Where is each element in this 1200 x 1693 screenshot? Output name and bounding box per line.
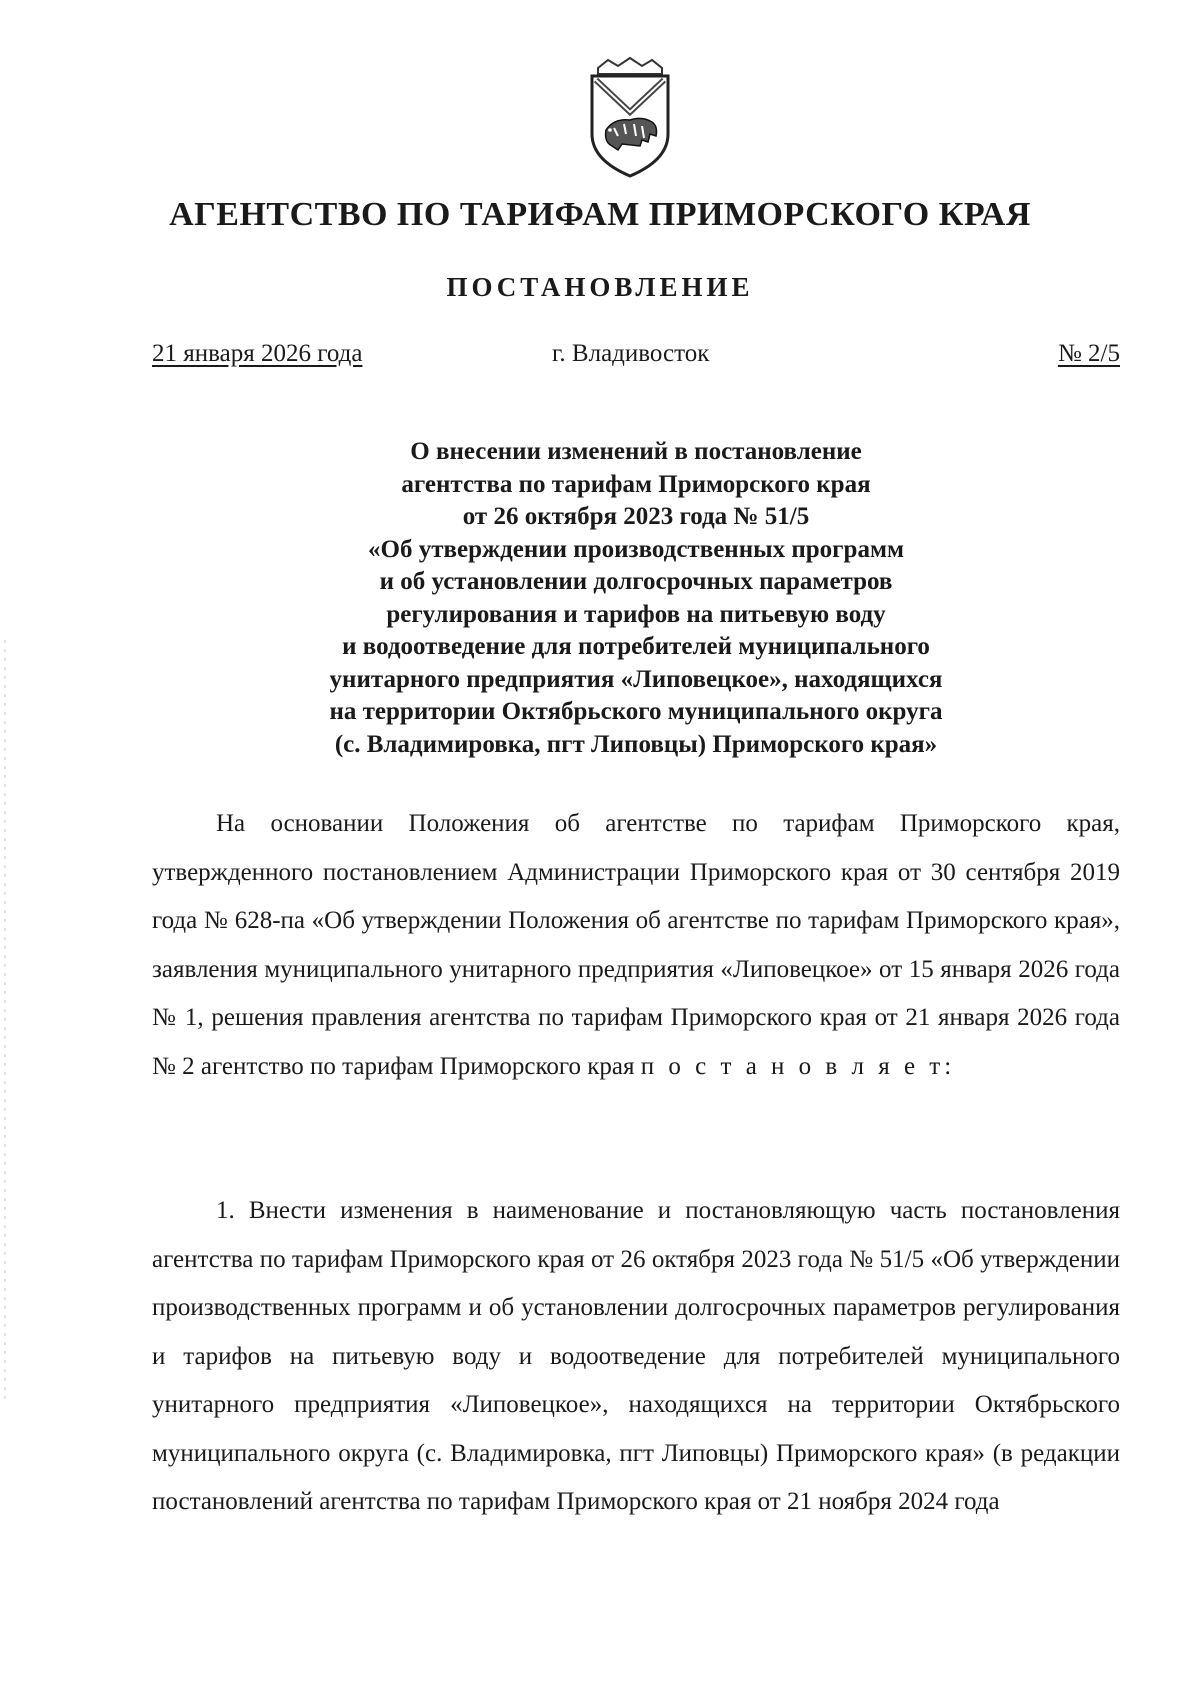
document-city: г. Владивосток: [552, 340, 710, 367]
subject-line: от 26 октября 2023 года № 51/5: [462, 503, 810, 530]
agency-title: АГЕНТСТВО ПО ТАРИФАМ ПРИМОРСКОГО КРАЯ: [169, 196, 1031, 233]
subject-line: регулирования и тарифов на питьевую воду: [386, 600, 886, 628]
scan-edge-artifact: [4, 640, 6, 1400]
subject-line: О внесении изменений в постановление: [410, 438, 862, 465]
preamble-paragraph: [152, 800, 1120, 1091]
preamble-text: На основании Положения об агентстве по тарифам Приморского края, утвержденного постановлением Администрации Приморского края от 30 сентября 2019 года № 628-па «Об утверждении Положения об агентстве по тарифам Приморского края», заявления муниципального унитарного предприятия «Липовецкое» от 15 января 2026 года № 1, решения правления агентства по тарифам Приморского края от 21 января 2026 года № 2 агентство по тарифам Приморского края: [152, 810, 1120, 1080]
decree-word: п о с т а н о в л я е т:: [640, 1052, 956, 1080]
subject-line: (с. Владимировка, пгт Липовцы) Приморского края»: [334, 730, 938, 758]
subject-line: и водоотведение для потребителей муниципального: [342, 633, 930, 660]
subject-line: «Об утверждении производственных программ: [368, 535, 904, 563]
subject-line: и об установлении долгосрочных параметров: [379, 568, 893, 595]
document-date: 21 января 2026 года: [152, 340, 363, 367]
coat-of-arms-icon: [578, 56, 682, 180]
subject-line: унитарного предприятия «Липовецкое», находящихся: [329, 665, 943, 693]
clause-1-paragraph: 1. Внести изменения в наименование и постановляющую часть постановления агентства по тарифам Приморского края от 26 октября 2023 года № 51/5 «Об утверждении производственных программ и об установлении долгосрочных параметров регулирования и тарифов на питьевую воду и водоотведение для потребителей муниципального унитарного предприятия «Липовецкое», находящихся на территории Октябрьского муниципального округа (с. Владимировка, пгт Липовцы) Приморского края» (в редакции постановлений агентства по тарифам Приморского края от 21 ноября 2024 года: [152, 1197, 1120, 1515]
document-type: ПОСТАНОВЛЕНИЕ: [446, 272, 754, 302]
document-meta-row: [152, 340, 1120, 376]
document-number: № 2/5: [1057, 340, 1120, 367]
document-subject: [152, 436, 1120, 761]
subject-line: агентства по тарифам Приморского края: [401, 470, 871, 498]
subject-line: на территории Октябрьского муниципального округа: [329, 698, 943, 725]
